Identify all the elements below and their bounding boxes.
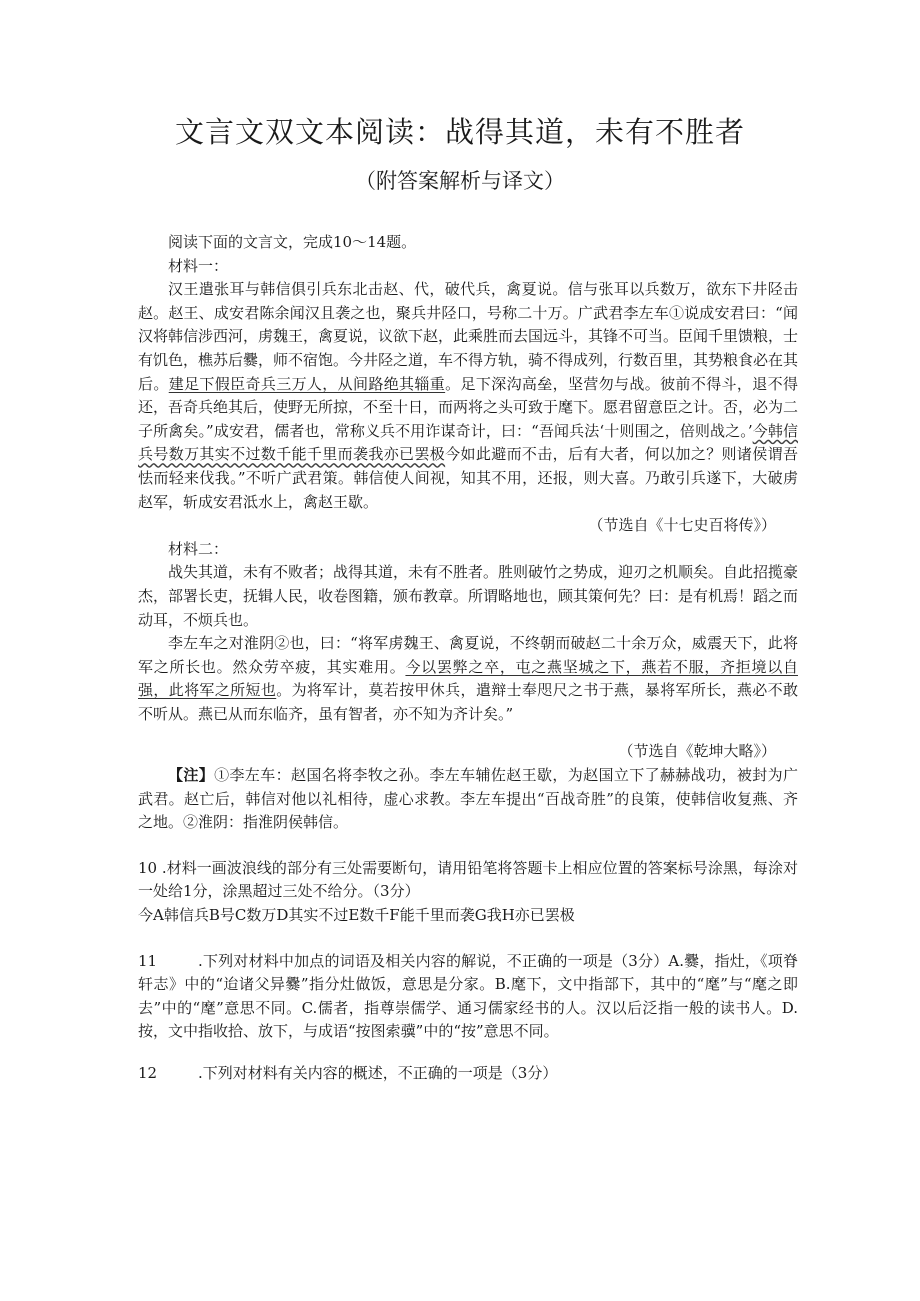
question-11-number: 11: [138, 951, 158, 970]
material1-text-c: 今如此避而不击，后有大者，何以加之？则诸侯谓吾怯而轻来伐我。”不听广武君策。韩信使人间视，知其不用，还报，则大喜。乃敢引兵遂下，大破虏赵军，斩成安君泜水上，禽赵王歇。: [138, 445, 798, 511]
material1-source: （节选自《十七史百将传》）: [588, 516, 776, 535]
material2-label: 材料二：: [168, 539, 229, 558]
note-tag: 【注】: [168, 766, 215, 785]
question-12-text: .下列对材料有关内容的概述，不正确的一项是（3分）: [198, 1064, 558, 1082]
material2-underlined-sentence: 今以罢弊之卒，屯之燕坚城之下，燕若不服，齐拒境以自强，此将军之所短也: [138, 657, 798, 700]
material2-text-a: 李左车之对淮阴②也，曰：“将军虏魏王、禽夏说，不终朝而破赵二十余万众，威震天下，此将军之所长也。然众劳卒疲，其实难用。: [138, 634, 798, 676]
note: [138, 764, 798, 835]
instruction: 阅读下面的文言文，完成10～14题。: [168, 233, 417, 251]
question-11-text: .下列对材料中加点的词语及相关内容的解说，不正确的一项是（3分）A.爨，指灶，《项脊轩志》中的“迨诸父异爨”指分灶做饭，意思是分家。B.麾下，文中指部下，其中的“麾”与“麾之即去”中的“麾”意思不同。C.儒者，指尊崇儒学、通习儒家经书的人。汉以后泛指一般的读书人。D.按，文中指收拾、放下，与成语“按图索骥”中的“按”意思不同。: [138, 951, 798, 1041]
material1-paragraph: [138, 278, 798, 514]
note-text: ①李左车：赵国名将李牧之孙。李左车辅佐赵王歇，为赵国立下了赫赫战功，被封为广武君。赵亡后，韩信对他以礼相待，虚心求教。李左车提出“百战奇胜”的良策，使韩信收复燕、齐之地。②淮阴：指淮阴侯韩信。: [138, 766, 798, 832]
question-12: [138, 1062, 798, 1086]
question-10: [138, 857, 798, 904]
material1-wavy-line-sentence: 今韩信兵号数万其实不过数千能千里而袭我亦已罢极: [138, 421, 798, 464]
material1-text-b: 。足下深沟高垒，坚营勿与战。彼前不得斗，退不得还，吾奇兵绝其后，使野无所掠，不至十日，而两将之头可致于麾下。愿君留意臣之计。否，必为二子所禽矣。”成安君，儒者也，常称义兵不用诈谋奇计，曰：“吾闻兵法‘十则围之，倍则战之。’: [138, 374, 799, 440]
question-10-text: .材料一画波浪线的部分有三处需要断句，请用铅笔将答题卡上相应位置的答案标号涂黑，每涂对一处给1分，涂黑超过三处不给分。（3分）: [138, 858, 798, 901]
page-title: 文言文双文本阅读：战得其道，未有不胜者: [174, 115, 745, 149]
material1-label: 材料一：: [168, 256, 229, 275]
material1-underlined-sentence: 建足下假臣奇兵三万人，从间路绝其辎重: [168, 374, 446, 393]
page-subtitle: （附答案解析与译文）: [355, 169, 565, 193]
question-11: [138, 950, 798, 1044]
material1-text-a: 汉王遣张耳与韩信俱引兵东北击赵、代，破代兵，禽夏说。信与张耳以兵数万，欲东下井陉击赵。赵王、成安君陈余闻汉且袭之也，聚兵井陉口，号称二十万。广武君李左车①说成安君曰：“闻汉将韩信涉西河，虏魏王，禽夏说，议欲下赵，此乘胜而去国远斗，其锋不可当。臣闻千里馈粮，士有饥色，樵苏后爨，师不宿饱。今井陉之道，车不得方轨，骑不得成列，行数百里，其势粮食必在其后。: [138, 280, 799, 393]
question-12-number: 12: [138, 1064, 158, 1082]
material2-text-b: 。为将军计，莫若按甲休兵，遣辩士奉咫尺之书于燕，暴将军所长，燕必不敢不听从。燕已从而东临齐，虽有智者，亦不知为齐计矣。”: [138, 681, 798, 723]
document-body: [138, 231, 798, 1086]
material2-paragraph-1: 战失其道，未有不败者；战得其道，未有不胜者。胜则破竹之势成，迎刃之机顺矣。自此招揽豪杰，部署长吏，抚辑人民，收卷图籍，颁布教章。所谓略地也，顾其策何先？曰：是有机焉！蹈之而动耳，不烦兵也。: [138, 563, 799, 629]
question-10-options: 今A韩信兵B号C数万D其实不过E数千F能千里而袭G我H亦已罢极: [138, 906, 575, 925]
question-10-number: 10: [138, 858, 158, 877]
material2-source: （节选自《乾坤大略》）: [618, 742, 776, 761]
material2-paragraph-2: [138, 632, 798, 726]
